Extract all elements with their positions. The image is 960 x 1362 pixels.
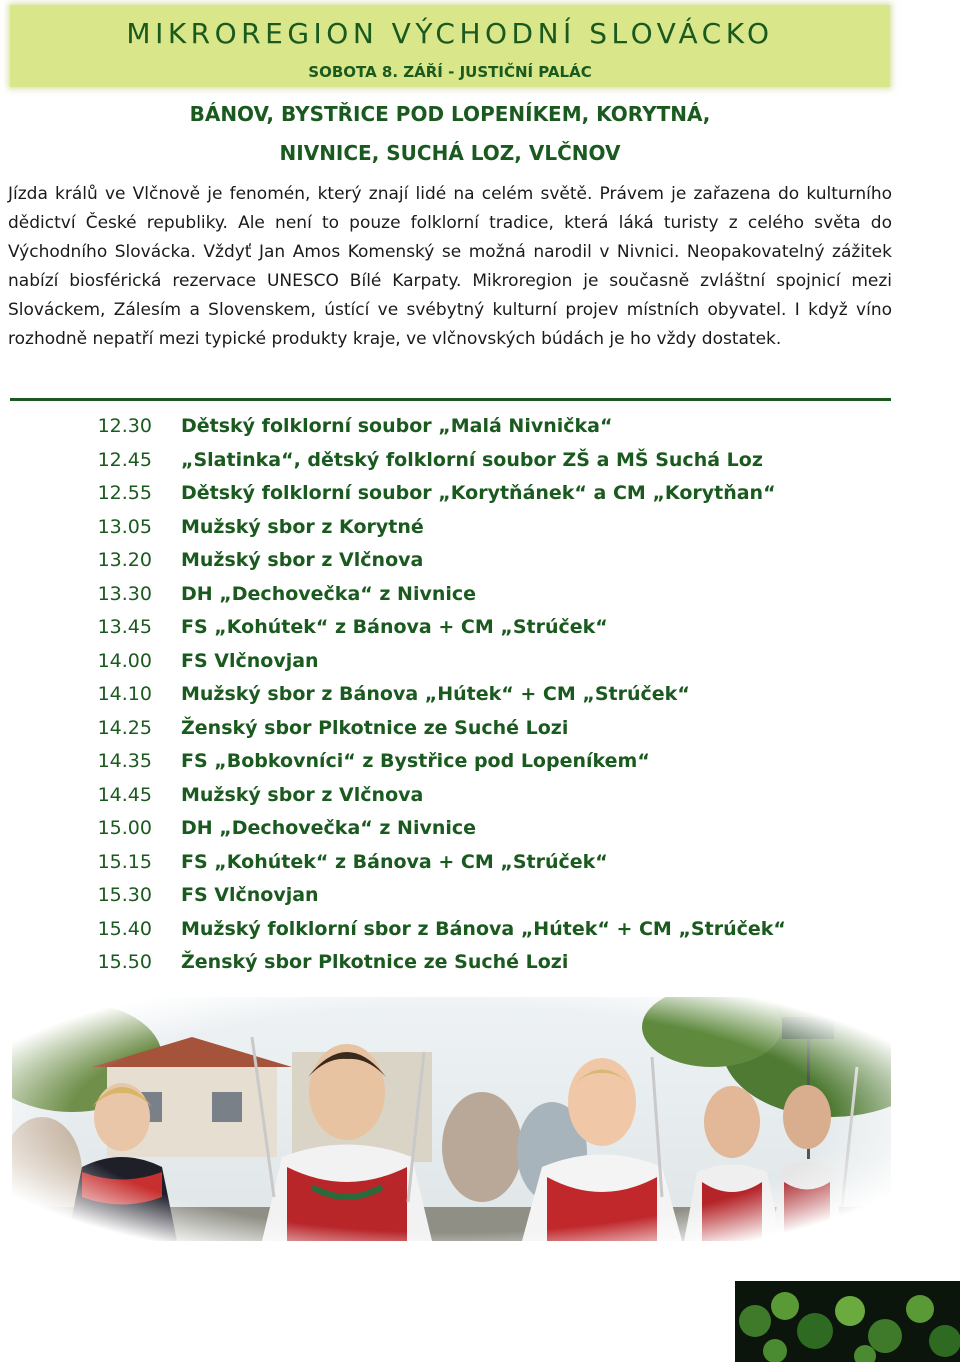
schedule-row bbox=[0, 745, 960, 778]
schedule-row bbox=[0, 712, 960, 745]
banner-title: MIKROREGION VÝCHODNÍ SLOVÁCKO bbox=[126, 17, 774, 50]
schedule-row bbox=[0, 913, 960, 946]
schedule-row bbox=[0, 410, 960, 443]
schedule-time: 15.15 bbox=[97, 850, 152, 873]
schedule-time: 15.30 bbox=[97, 884, 152, 906]
schedule-act: FS „Kohútek“ z Bánova + CM „Strúček“ bbox=[181, 850, 608, 873]
schedule-act: FS „Bobkovníci“ z Bystřice pod Lopeníkem“ bbox=[181, 750, 650, 772]
schedule-row bbox=[0, 477, 960, 510]
schedule-row bbox=[0, 812, 960, 845]
schedule-time: 13.30 bbox=[97, 582, 152, 605]
schedule-time: 14.25 bbox=[97, 716, 152, 739]
schedule-act: FS Vlčnovjan bbox=[181, 649, 319, 672]
folklore-group-photo bbox=[12, 997, 891, 1241]
schedule-time: 12.30 bbox=[97, 415, 152, 437]
header-banner bbox=[10, 5, 890, 87]
schedule-act: Dětský folklorní soubor „Korytňánek“ a CM „Korytňan“ bbox=[181, 482, 776, 504]
schedule-row bbox=[0, 946, 960, 979]
schedule-row bbox=[0, 578, 960, 611]
schedule-time: 13.20 bbox=[97, 549, 152, 571]
schedule-act: Mužský sbor z Vlčnova bbox=[181, 549, 424, 571]
schedule-act: „Slatinka“, dětský folklorní soubor ZŠ a MŠ Suchá Loz bbox=[181, 448, 763, 471]
schedule-time: 15.00 bbox=[97, 817, 152, 839]
schedule-act: Dětský folklorní soubor „Malá Nivnička“ bbox=[181, 415, 613, 437]
schedule-time: 14.35 bbox=[97, 750, 152, 772]
schedule-time: 12.45 bbox=[97, 448, 152, 471]
divider bbox=[10, 398, 891, 401]
schedule-time: 14.00 bbox=[97, 649, 152, 672]
places-line-2: NIVNICE, SUCHÁ LOZ, VLČNOV bbox=[279, 141, 621, 165]
schedule-row bbox=[0, 444, 960, 477]
schedule-act: Mužský sbor z Vlčnova bbox=[181, 783, 424, 806]
schedule-time: 15.40 bbox=[97, 917, 152, 940]
schedule-row bbox=[0, 611, 960, 644]
schedule-time: 13.05 bbox=[97, 515, 152, 538]
schedule-row bbox=[0, 846, 960, 879]
schedule-act: FS „Kohútek“ z Bánova + CM „Strúček“ bbox=[181, 616, 608, 638]
schedule-act: FS Vlčnovjan bbox=[181, 884, 319, 906]
schedule-row bbox=[0, 879, 960, 912]
schedule-act: DH „Dechovečka“ z Nivnice bbox=[181, 817, 477, 839]
schedule-row bbox=[0, 779, 960, 812]
intro-paragraph: Jízda králů ve Vlčnově je fenomén, který znají lidé na celém světě. Právem je zařazena do kulturního dědictví České republiky. Ale není to pouze folklorní tradice, která láká turisty z celého světa do Východního Slovácka. Vždyť Jan Amos Komenský se možná narodil v Nivnici. Neopakovatelný zážitek nabízí biosférická rezervace UNESCO Bílé Karpaty. Mikroregion je současně zvláštní spojnicí mezi Slováckem, Zálesím a Slovenskem, ústící ve svébytný kulturní projev místních obyvatel. I když víno rozhodně nepatří mezi typické produkty kraje, ve vlčnovských búdách je ho vždy dostatek. bbox=[8, 184, 892, 349]
schedule-row bbox=[0, 678, 960, 711]
schedule-act: Mužský folklorní sbor z Bánova „Hútek“ + CM „Strúček“ bbox=[181, 917, 786, 940]
places-line-1: BÁNOV, BYSTŘICE POD LOPENÍKEM, KORYTNÁ, bbox=[189, 102, 711, 126]
banner-subtitle: SOBOTA 8. ZÁŘÍ - JUSTIČNÍ PALÁC bbox=[308, 63, 592, 81]
schedule-time: 12.55 bbox=[97, 482, 152, 504]
schedule-row bbox=[0, 645, 960, 678]
schedule-act: Mužský sbor z Bánova „Hútek“ + CM „Strúček“ bbox=[181, 683, 690, 705]
schedule-act: DH „Dechovečka“ z Nivnice bbox=[181, 582, 477, 605]
schedule-time: 14.10 bbox=[97, 683, 152, 705]
corner-foliage-image bbox=[735, 1281, 960, 1362]
schedule-act: Mužský sbor z Korytné bbox=[181, 515, 424, 538]
schedule-time: 14.45 bbox=[97, 783, 152, 806]
schedule-time: 13.45 bbox=[97, 616, 152, 638]
schedule-act: Ženský sbor Plkotnice ze Suché Lozi bbox=[181, 951, 569, 973]
schedule-row bbox=[0, 511, 960, 544]
schedule-time: 15.50 bbox=[97, 951, 152, 973]
schedule-act: Ženský sbor Plkotnice ze Suché Lozi bbox=[181, 716, 569, 739]
schedule-row bbox=[0, 544, 960, 577]
